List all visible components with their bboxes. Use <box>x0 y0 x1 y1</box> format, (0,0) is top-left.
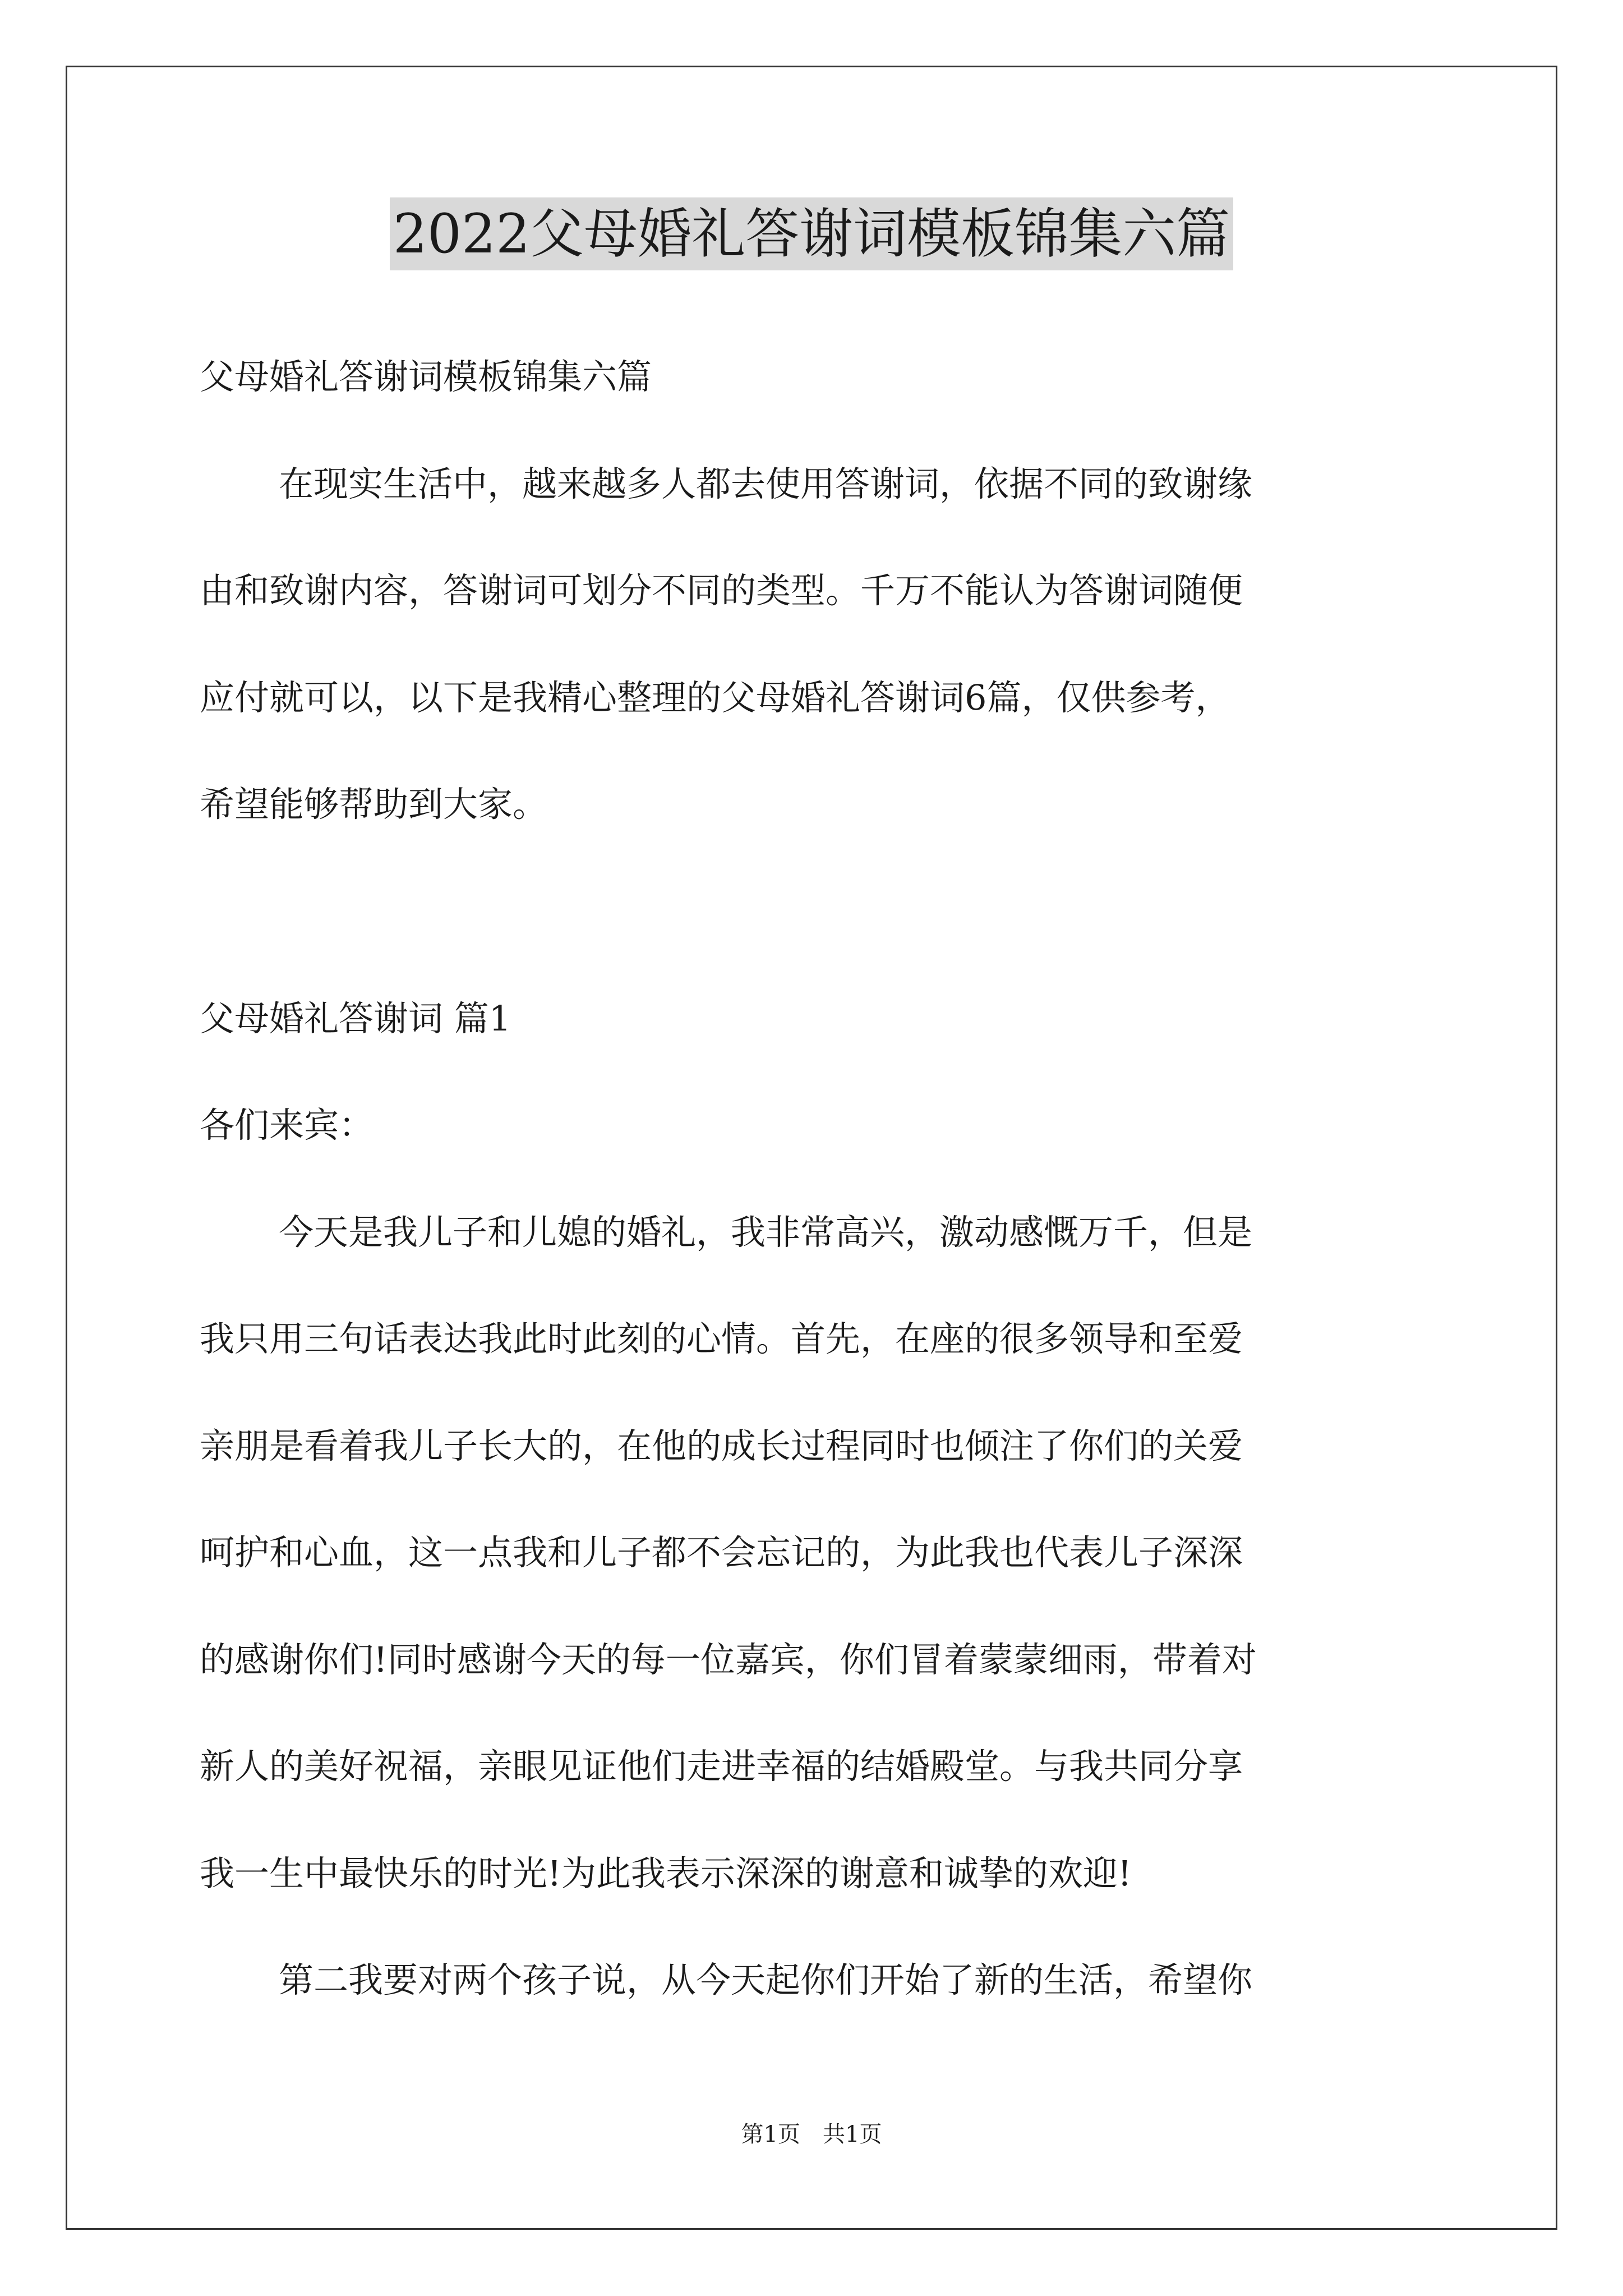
paragraph-line: 希望能够帮助到大家。 <box>200 784 548 825</box>
document-title: 2022父母婚礼答谢词模板锦集六篇 <box>390 197 1233 270</box>
paragraph-line: 应付就可以，以下是我精心整理的父母婚礼答谢词6篇，仅供参考， <box>200 677 1230 718</box>
paragraph-line: 第二我要对两个孩子说，从今天起你们开始了新的生活，希望你 <box>279 1959 1253 2000</box>
salutation-line: 各们来宾： <box>200 1105 374 1145</box>
paragraph-line: 我只用三句话表达我此时此刻的心情。首先，在座的很多领导和至爱 <box>200 1318 1243 1359</box>
paragraph-line: 在现实生活中，越来越多人都去使用答谢词，依据不同的致谢缘 <box>279 463 1253 504</box>
paragraph-line: 的感谢你们!同时感谢今天的每一位嘉宾，你们冒着蒙蒙细雨，带着对 <box>200 1639 1257 1680</box>
paragraph-line: 今天是我儿子和儿媳的婚礼，我非常高兴，激动感慨万千，但是 <box>279 1212 1253 1253</box>
page-number-footer: 第1页 共1页 <box>741 2122 882 2147</box>
paragraph-line: 呵护和心血，这一点我和儿子都不会忘记的，为此我也代表儿子深深 <box>200 1532 1243 1573</box>
section-heading: 父母婚礼答谢词 篇1 <box>200 998 511 1039</box>
subtitle-line: 父母婚礼答谢词模板锦集六篇 <box>200 356 652 397</box>
paragraph-line: 由和致谢内容，答谢词可划分不同的类型。千万不能认为答谢词随便 <box>200 570 1243 611</box>
title-container <box>0 197 1623 270</box>
paragraph-line: 我一生中最快乐的时光!为此我表示深深的谢意和诚挚的欢迎! <box>200 1853 1132 1894</box>
paragraph-line: 新人的美好祝福，亲眼见证他们走进幸福的结婚殿堂。与我共同分享 <box>200 1746 1243 1787</box>
paragraph-line: 亲朋是看着我儿子长大的，在他的成长过程同时也倾注了你们的关爱 <box>200 1425 1243 1466</box>
